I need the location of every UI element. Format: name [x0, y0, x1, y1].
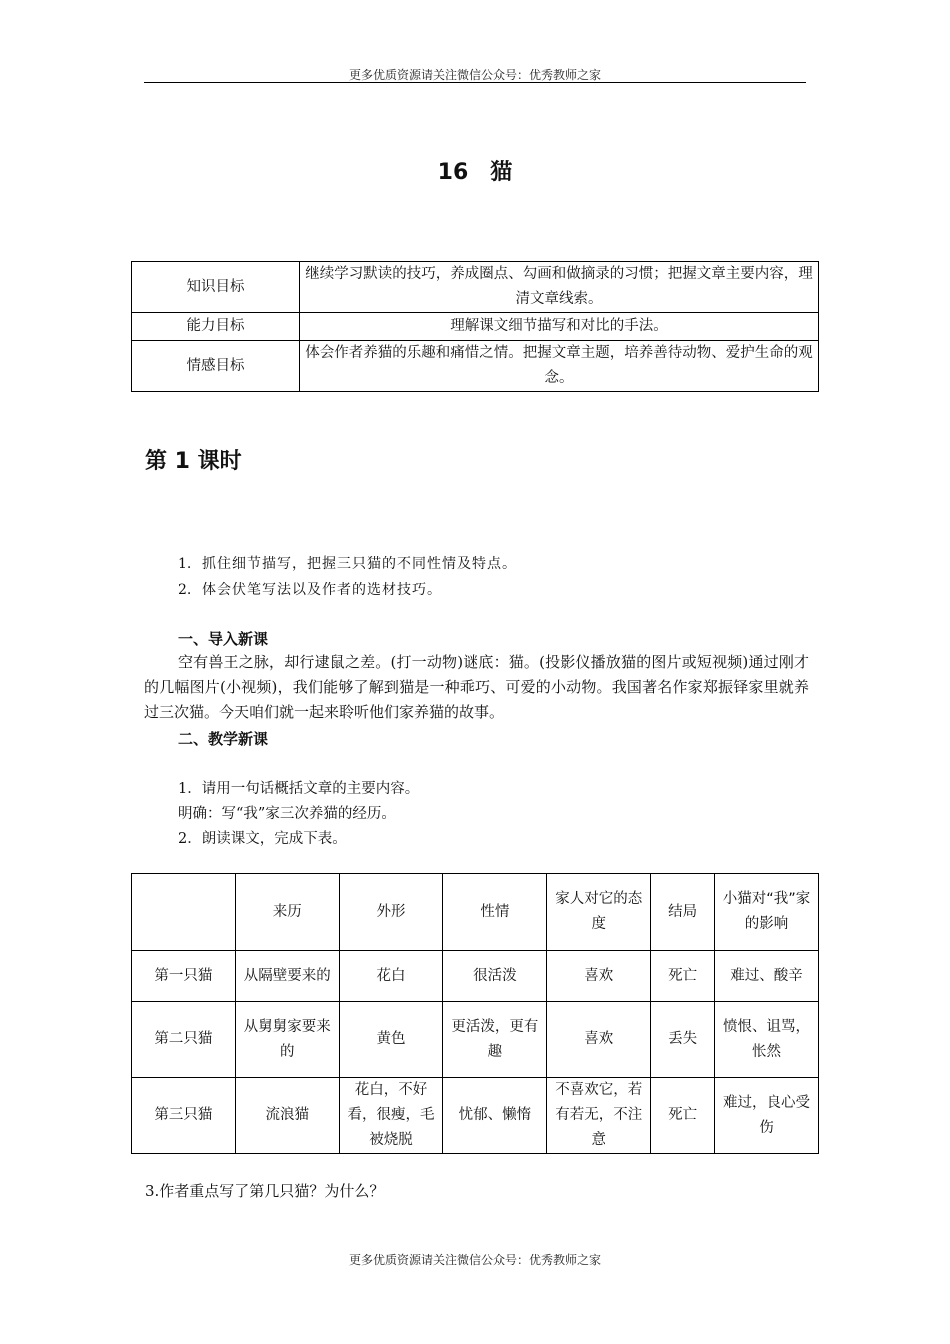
cell-effect: 愤恨、诅骂，怅然	[715, 1002, 819, 1078]
objective-number: 1.	[178, 556, 192, 572]
question-2: 2．朗读课文，完成下表。	[178, 831, 347, 847]
page-title	[0, 155, 950, 186]
cell-temper: 很活泼	[443, 951, 547, 1002]
table-header-row	[132, 874, 819, 951]
cell-ending: 死亡	[651, 1078, 715, 1154]
intro-paragraph: 空有兽王之脉，却行逮鼠之差。(打一动物)谜底：猫。(投影仪播放猫的图片或短视频)通过刚才的几幅图片(小视频)，我们能够了解到猫是一种乖巧、可爱的小动物。我国著名作家郑振铎家里就养过三次猫。今天咱们就一起来聆听他们家养猫的故事。	[144, 653, 809, 721]
cell-temper: 更活泼，更有趣	[443, 1002, 547, 1078]
goals-table	[131, 261, 819, 392]
header-cell	[132, 874, 236, 951]
answer-1: 明确：写“我”家三次养猫的经历。	[178, 806, 396, 822]
row-header: 第三只猫	[132, 1078, 236, 1154]
cell-ending: 死亡	[651, 951, 715, 1002]
cat-comparison-table	[131, 873, 819, 1154]
cell-temper: 忧郁、懒惰	[443, 1078, 547, 1154]
section-heading-teaching: 二、教学新课	[178, 730, 269, 748]
goal-row	[132, 341, 819, 392]
cell-effect: 难过，良心受伤	[715, 1078, 819, 1154]
table-row	[132, 951, 819, 1002]
cell-look: 花白	[339, 951, 443, 1002]
row-header: 第二只猫	[132, 1002, 236, 1078]
objective-item	[178, 579, 442, 599]
cell-origin: 从舅舅家要来的	[235, 1002, 339, 1078]
objective-item	[178, 553, 517, 573]
goal-text: 继续学习默读的技巧，养成圈点、勾画和做摘录的习惯；把握文章主要内容，理清文章线索。	[300, 262, 819, 313]
goal-row	[132, 262, 819, 313]
page-header: 更多优质资源请关注微信公众号：优秀教师之家	[348, 68, 601, 82]
goal-row	[132, 313, 819, 341]
goal-label: 情感目标	[132, 341, 300, 392]
cell-ending: 丢失	[651, 1002, 715, 1078]
cell-effect: 难过、酸辛	[715, 951, 819, 1002]
cell-origin: 从隔壁要来的	[235, 951, 339, 1002]
goal-label: 能力目标	[132, 313, 300, 341]
table-row	[132, 1078, 819, 1154]
title-number: 16	[437, 160, 469, 185]
cell-attitude: 不喜欢它，若有若无，不注意	[547, 1078, 651, 1154]
objective-text: 体会伏笔写法以及作者的选材技巧。	[202, 582, 442, 598]
header-cell: 性情	[443, 874, 547, 951]
goal-text: 理解课文细节描写和对比的手法。	[300, 313, 819, 341]
table-row	[132, 1002, 819, 1078]
section-heading-intro: 一、导入新课	[178, 630, 269, 648]
page-footer: 更多优质资源请关注微信公众号：优秀教师之家	[348, 1253, 601, 1267]
cell-origin: 流浪猫	[235, 1078, 339, 1154]
header-cell: 小猫对“我”家的影响	[715, 874, 819, 951]
header-cell: 外形	[339, 874, 443, 951]
lesson-heading: 第 1 课时	[145, 449, 242, 474]
header-cell: 结局	[651, 874, 715, 951]
cell-attitude: 喜欢	[547, 1002, 651, 1078]
header-cell: 家人对它的态度	[547, 874, 651, 951]
cell-look: 花白，不好看，很瘦，毛被烧脱	[339, 1078, 443, 1154]
row-header: 第一只猫	[132, 951, 236, 1002]
objective-number: 2.	[178, 582, 192, 598]
header-cell: 来历	[235, 874, 339, 951]
goal-label: 知识目标	[132, 262, 300, 313]
cell-look: 黄色	[339, 1002, 443, 1078]
objective-text: 抓住细节描写，把握三只猫的不同性情及特点。	[202, 556, 517, 572]
question-1: 1．请用一句话概括文章的主要内容。	[178, 781, 420, 797]
title-name: 猫	[490, 160, 513, 185]
question-3: 3.作者重点写了第几只猫？为什么？	[145, 1182, 385, 1200]
goal-text: 体会作者养猫的乐趣和痛惜之情。把握文章主题，培养善待动物、爱护生命的观念。	[300, 341, 819, 392]
header-rule	[144, 82, 806, 83]
cell-attitude: 喜欢	[547, 951, 651, 1002]
